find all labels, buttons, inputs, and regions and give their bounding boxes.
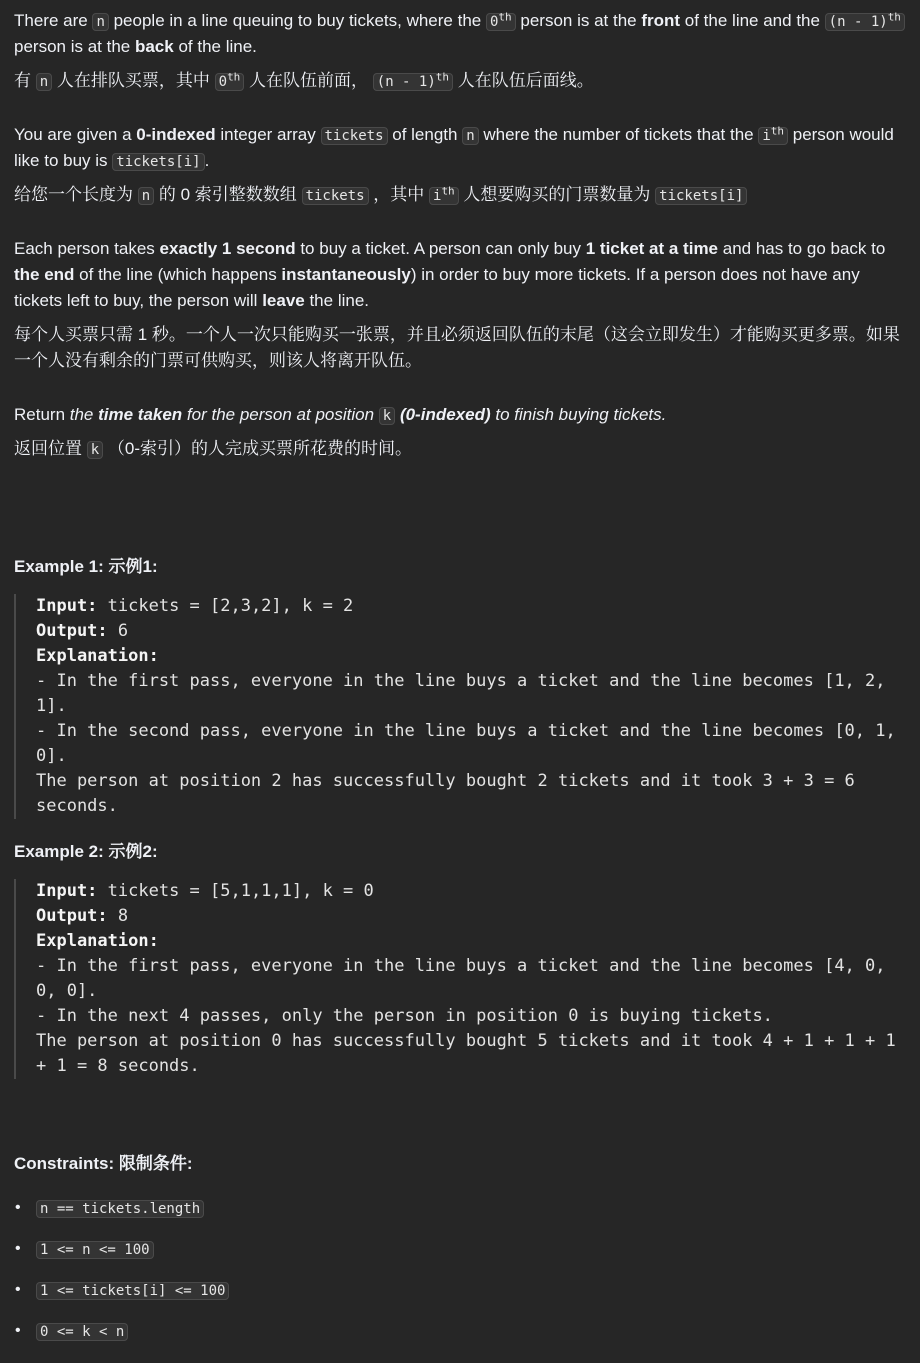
code-k: k [87, 441, 103, 459]
bullet-icon: • [15, 1322, 21, 1339]
example-2-title: Example 2: 示例2: [14, 842, 158, 861]
code-k: k [379, 407, 395, 425]
list-item: • 1 <= n <= 100 [36, 1236, 906, 1262]
para-3-en: Each person takes exactly 1 second to buy a ticket. A person can only buy 1 ticket at a time and has to go back to the end of the line (which happens instantaneously) in order to buy more tickets. If a person does not have any tickets left to buy, the person will leave the line. [14, 239, 886, 310]
constraints-list [14, 1195, 906, 1344]
code-tickets: tickets [321, 127, 388, 145]
list-item: • 1 <= tickets[i] <= 100 [36, 1277, 906, 1303]
bullet-icon: • [15, 1199, 21, 1216]
para-4-en: Return the time taken for the person at position k (0-indexed) to finish buying tickets. [14, 405, 667, 424]
code-0th: 0th [215, 73, 245, 91]
code-n: n [462, 127, 478, 145]
code-tickets-i: tickets[i] [112, 153, 204, 171]
example-1-title: Example 1: 示例1: [14, 557, 158, 576]
para-3-zh: 每个人买票只需 1 秒。一个人一次只能购买一张票，并且必须返回队伍的末尾（这会立即发生）才能购买更多票。如果一个人没有剩余的门票可供购买，则该人将离开队伍。 [14, 325, 900, 370]
list-item: • 0 <= k < n [36, 1318, 906, 1344]
bullet-icon: • [15, 1240, 21, 1257]
constraints-title: Constraints: 限制条件: [14, 1154, 193, 1173]
code-n: n [36, 73, 52, 91]
code-n: n [92, 13, 108, 31]
para-2-zh: 给您一个长度为 n 的 0 索引整数数组 tickets ，其中 $i^{th}$ 人想要购买的门票数量为 tickets[i] [14, 182, 906, 208]
code-n-minus-1: (n - 1)$^{th}$ [373, 73, 453, 91]
example-1-block: Input: tickets = [2,3,2], k = 2 Output: 6 Explanation: - In the first pass, everyone in the line buys a ticket and the line becomes [1, 2, 1]. - In the second pass, everyone in the line buys a ticket and the line becomes [0, 1, 0]. The person at position 2 has successfully bought 2 tickets and it took 3 + 3 = 6 seconds. [14, 594, 906, 819]
example-2-block: Input: tickets = [5,1,1,1], k = 0 Output: 8 Explanation: - In the first pass, everyone in the line buys a ticket and the line becomes [4, 0, 0, 0]. - In the next 4 passes, only the person in position 0 is buying tickets. The person at position 0 has successfully bought 5 tickets and it took 4 + 1 + 1 + 1 + 1 = 8 seconds. [14, 879, 906, 1079]
code-0th: 0th [486, 13, 516, 31]
para-1-zh: 有 n 人在排队买票，其中 0th 人在队伍前面， (n - 1)$^{th}$ 人在队伍后面线。 [14, 70, 594, 90]
code-ith: $i^{th}$ [758, 127, 788, 145]
code-n: n [138, 187, 154, 205]
code-tickets: tickets [302, 187, 369, 205]
list-item: • n == tickets.length [36, 1195, 906, 1221]
code-ith: $i^{th}$ [429, 187, 459, 205]
para-1-en: There are n people in a line queuing to buy tickets, where the 0th person is at the front of the line and the (n - 1)$^{th}$ person is at the back of the line. [14, 8, 906, 60]
para-2-en: You are given a 0-indexed integer array tickets of length n where the number of tickets that the $i^{th}$ person would like to buy is tickets[i] . [14, 124, 894, 170]
para-4-zh: 返回位置 k （0-索引）的人完成买票所花费的时间。 [14, 439, 413, 458]
code-n-minus-1: (n - 1)$^{th}$ [825, 13, 905, 31]
bullet-icon: • [15, 1281, 21, 1298]
code-tickets-i: tickets[i] [655, 187, 747, 205]
